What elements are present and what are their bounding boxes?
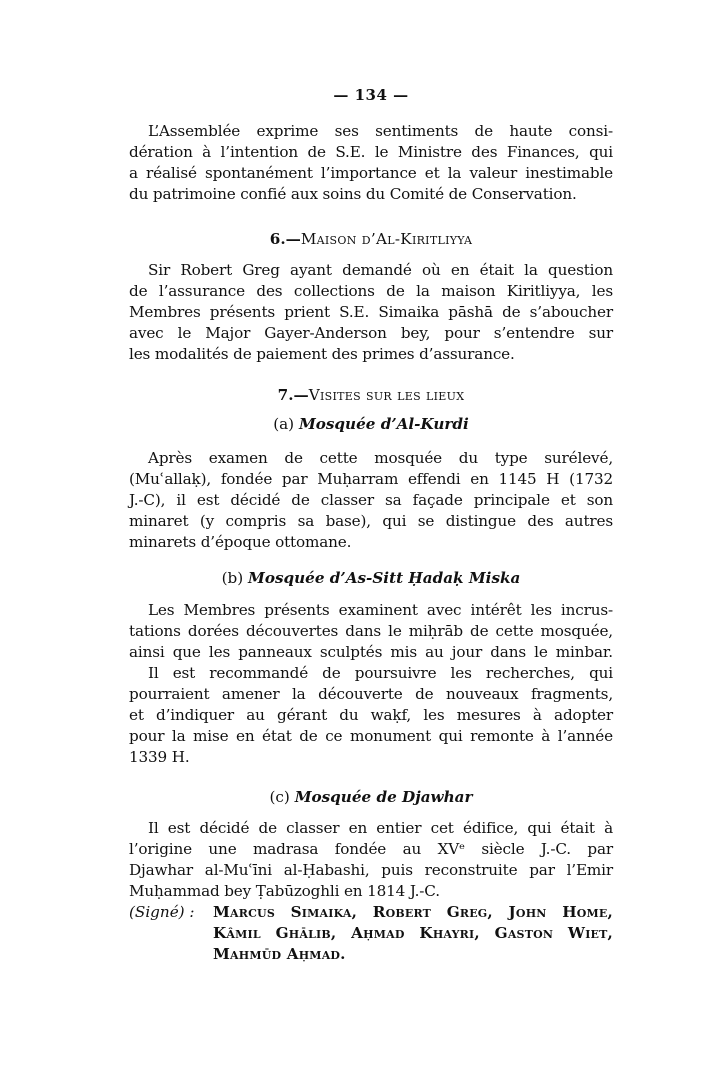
text-line: pourraient amener la découverte de nouveaux fragments, bbox=[129, 685, 613, 703]
text-line: Il est recommandé de poursuivre les recherches, qui bbox=[148, 664, 613, 682]
text-line: Il est décidé de classer en entier cet édifice, qui était à bbox=[148, 819, 613, 837]
subsection-heading-c bbox=[129, 787, 613, 808]
paragraph-kiritliyya bbox=[129, 260, 613, 365]
text-line: avec le Major Gayer-Anderson bey, pour s’entendre sur bbox=[129, 324, 613, 342]
text-line: Muḥammad bey Ṭabūzoghli en 1814 J.-C. bbox=[129, 882, 440, 900]
text-line: Sir Robert Greg ayant demandé où en était la question bbox=[148, 261, 613, 279]
paragraph-al-kurdi bbox=[129, 448, 613, 553]
subsection-label: (b) bbox=[221, 569, 244, 587]
text-line: (Muʿallaḳ), fondée par Muḥarram effendi en 1145 H (1732 bbox=[129, 470, 613, 488]
text-line: 1339 H. bbox=[129, 748, 190, 766]
signatory-line: Marcus Simaika, Robert Greg, John Home, bbox=[213, 903, 613, 921]
signatory-line: Mahmūd Aḥmad. bbox=[213, 945, 346, 963]
text-line: tations dorées découvertes dans le miḥrāb de cette mosquée, bbox=[129, 622, 613, 640]
text-line: et d’indiquer au gérant du waḳf, les mesures à adopter bbox=[129, 706, 613, 724]
text-line: l’origine une madrasa fondée au XVᵉ siècle J.-C. par bbox=[129, 840, 613, 858]
text-line: Les Membres présents examinent avec intérêt les incrus- bbox=[148, 601, 613, 619]
paragraph-djawhar bbox=[129, 818, 613, 902]
subsection-label: (c) bbox=[269, 788, 290, 806]
text-line: minarets d’époque ottomane. bbox=[129, 533, 352, 551]
subsection-title: Mosquée d’As-Sitt Ḥadaḳ Miska bbox=[248, 569, 521, 587]
signatory-names bbox=[213, 902, 613, 965]
text-line: minaret (y compris sa base), qui se distingue des autres bbox=[129, 512, 613, 530]
text-line: a réalisé spontanément l’importance et la valeur inestimable bbox=[129, 164, 613, 182]
subsection-title: Mosquée de Djawhar bbox=[294, 788, 473, 806]
section-heading-6 bbox=[129, 229, 613, 250]
section-title: Maison d’Al-Kiritliyya bbox=[300, 230, 473, 248]
text-line: Après examen de cette mosquée du type surélevé, bbox=[148, 449, 613, 467]
text-line: L’Assemblée exprime ses sentiments de haute consi- bbox=[148, 122, 613, 140]
paragraph-sitt-hadak-miska bbox=[129, 600, 613, 768]
section-number: 6.— bbox=[269, 230, 301, 248]
text-line: Djawhar al-Muʿīni al-Ḥabashi, puis reconstruite par l’Emir bbox=[129, 861, 613, 879]
text-line: pour la mise en état de ce monument qui remonte à l’année bbox=[129, 727, 613, 745]
signatory-line: Kâmil Ghālib, Aḥmad Khayri, Gaston Wiet, bbox=[213, 924, 613, 942]
page-number: — 134 — bbox=[333, 86, 409, 104]
text-line: les modalités de paiement des primes d’assurance. bbox=[129, 345, 515, 363]
section-title: Visites sur les lieux bbox=[308, 386, 465, 404]
signed-label: (Signé) : bbox=[129, 903, 195, 921]
text-line: ainsi que les panneaux sculptés mis au jour dans le minbar. bbox=[129, 643, 613, 661]
section-number: 7.— bbox=[277, 386, 309, 404]
subsection-label: (a) bbox=[273, 415, 295, 433]
text-line: de l’assurance des collections de la maison Kiritliyya, les bbox=[129, 282, 613, 300]
subsection-title: Mosquée d’Al-Kurdi bbox=[298, 415, 469, 433]
text-line: du patrimoine confié aux soins du Comité de Conservation. bbox=[129, 185, 577, 203]
subsection-heading-b bbox=[129, 568, 613, 589]
text-line: dération à l’intention de S.E. le Ministre des Finances, qui bbox=[129, 143, 613, 161]
section-heading-7 bbox=[129, 385, 613, 406]
subsection-heading-a bbox=[129, 414, 613, 435]
paragraph-assembly-thanks bbox=[129, 121, 613, 205]
text-line: J.-C), il est décidé de classer sa façade principale et son bbox=[129, 491, 613, 509]
text-line: Membres présents prient S.E. Simaika pāshā de s’aboucher bbox=[129, 303, 613, 321]
